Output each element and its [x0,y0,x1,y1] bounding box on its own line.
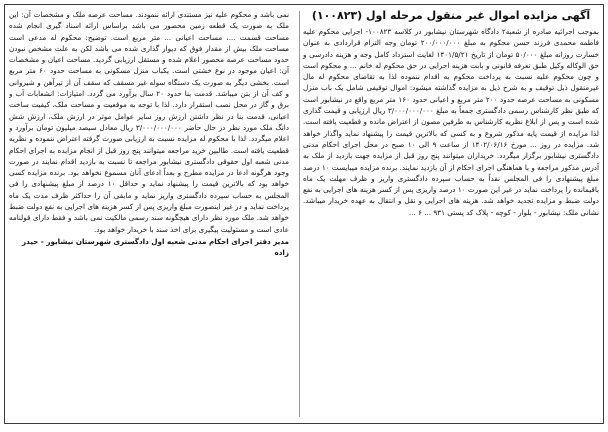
notice-title: آگهی مزایده اموال غیر منقول مرحله اول (۱۰۰۸۲۳) [311,9,591,22]
notice-signature: مدیر دفتر اجرای احکام مدنی شعبه اول دادگستری شهرستان نیشابور - حیدر زاده [21,236,289,258]
notice-left-column [9,9,293,419]
notice-right-body: بموجب اجرائیه صادره از شعبه۲ دادگاه شهرستان نیشابور در کلاسه ۱۰۰۸۲۳- اجرایی محکوم علیه فاطمه محمدی فرزند حسن محکوم به مبلغ ۲۰۰/۰۰۰/۰۰۰ تومان وجه التزام قراردادی به عنوان خسارت روزانه مبلغ ۵۰/۰۰۰ تومان از تاریخ ۱۴۰۱/۵/۲۱ لغایت استرداد کامل وجه و هزینه دادرسی و حق الوکاله وکیل طبق تعرفه قانونی و بابت هزینه اجرایی در حق محکوم له خانم ... و محکوم است و چون محکوم علیه نسبت به پرداخت محکوم به اقدام ننموده لذا به تقاضای محکوم له مال غیرمنقول ذیل توقیف و به شرح ذیل به مزایده گذاشته میشود: اموال توقیفی شامل یک باب منزل مسکونی به مساحت عرصه حدود ۲۰۰ متر مربع و اعیانی حدود ۱۶۰ متر مربع واقع در نیشابور است که طبق نظر کارشناس رسمی دادگستری جمعاً به مبلغ ۳/۰۰۰/۰۰۰/۰۰۰ ریال ارزیابی و قیمت گذاری شده است و پس از ابلاغ نظریه کارشناس به طرفین مصون از اعتراض مانده و قطعیت یافته است. لذا مزایده از قیمت پایه مذکور شروع و به کسی که بالاترین قیمت را پیشنهاد نماید واگذار خواهد شد. مزایده در روز ... مورخ ۱۴۰۲/۰۶/۱۶ از ساعت ۹ الی ۱۰ صبح در محل اجرای احکام مدنی دادگستری نیشابور برگزار میگردد. خریداران میتوانند پنج روز قبل از مزایده جهت بازدید از ملک به آدرس مذکور مراجعه و با هماهنگی اجرای احکام از آن بازدید نمایند. برنده مزایده میبایست ۱۰ درصد مبلغ پیشنهادی را فی المجلس نقداً به حساب سپرده دادگستری واریز و ظرف مهلت یک ماه باقیمانده را پرداخت نماید در غیر این صورت ۱۰ درصد واریزی پس از کسر هزینه های اجرایی به نفع دولت ضبط و مزایده تجدید خواهد شد. هزینه های اجرایی و نقل و انتقال به عهده خریدار میباشد. نشانی ملک: نیشابور - بلوار - کوچه - پلاک کد پستی ۹۳۱ ... ۶ ... [303,27,599,217]
notice-page [4,4,604,424]
notice-left-body: نمی باشد و محکوم علیه نیز مستندی ارائه ننمودند. مساحت عرصه ملک و مشخصات آن: این ملک به صورت یک قطعه زمین محصور می باشد براساس ارائه اسناد گیری انجام شده مساحت قسمت ...، مساحت اعیانی ... متر مربع است. توضیح: محکوم له مدعی است مساحت ملک بیش از مقدار فوق که دیوار گذاری شده می باشد لکن به علت مشخص نبودن حدود مساحت عرصه محصور اعلام شده و مستقل ارزیابی گردید. مساحت اعیان و مشخصات آن: اعیان موجود در نوع خشتی است. یکباب منزل مسکونی به مساحت حدود ۶۰ متر مربع است. بخشی دیگر به صورت یک دستگاه سوله غیر مسقف که سقف آن از تیرآهن و شیروانی و کف آن از بتن میباشد. قدمت بنا حدود ۲۰ سال برآورد می گردد. امتیازات: انشعابات آب و برق و گاز در محل نصب استقرار دارد. لذا با توجه به موقعیت و مساحت ملک، کیفیت ساخت اعیانی، قدمت بنا در نظر داشتن ارزش روز سایر عوامل موثر در ارزش ملک، ارزش شش دانگ ملک مورد نظر در حال حاضر ۳/۰۰۰/۰۰۰/۰۰۰ ریال معادل سیصد میلیون تومان برآورد و اعلام میگردد. لذا با محکوم له مزایده نسبت به ارزیابی صورت گرفته اعتراض ننموده و نظریه قطعیت یافته است. طالبین خرید مراجعه میتوانند پنج روز قبل از انجام مزایده به اجرای احکام مدنی شعبه اول حقوقی دادگستری نیشابور مراجعه تا نسبت به بازدید اقدام نمایند در صورت وجود هرگونه ادعا در مزایده مطرح و بعداً ادعای آنان مسموع نخواهد بود. برنده مزایده کسی خواهد بود که بالاترین قیمت را پیشنهاد نماید و حداقل ۱۰ درصد از مبلغ پیشنهادی را فی المجلس به حساب سپرده دادگستری واریز نماید و مابقی آن را حداکثر ظرف مدت یک ماه پرداخت نماید و در غیر اینصورت مبلغ واریزی پس از کسر هزینه های اجرایی به نفع دولت ضبط خواهد شد. ملک مورد نظر دارای هیچگونه سند رسمی مالکیت نمی باشد و فقط دارای قولنامه عادی است و مسئولیت پیگیری برای اخذ سند با خریدار خواهد بود. [9,10,290,234]
column-divider [299,11,300,417]
notice-right-column [299,9,599,419]
